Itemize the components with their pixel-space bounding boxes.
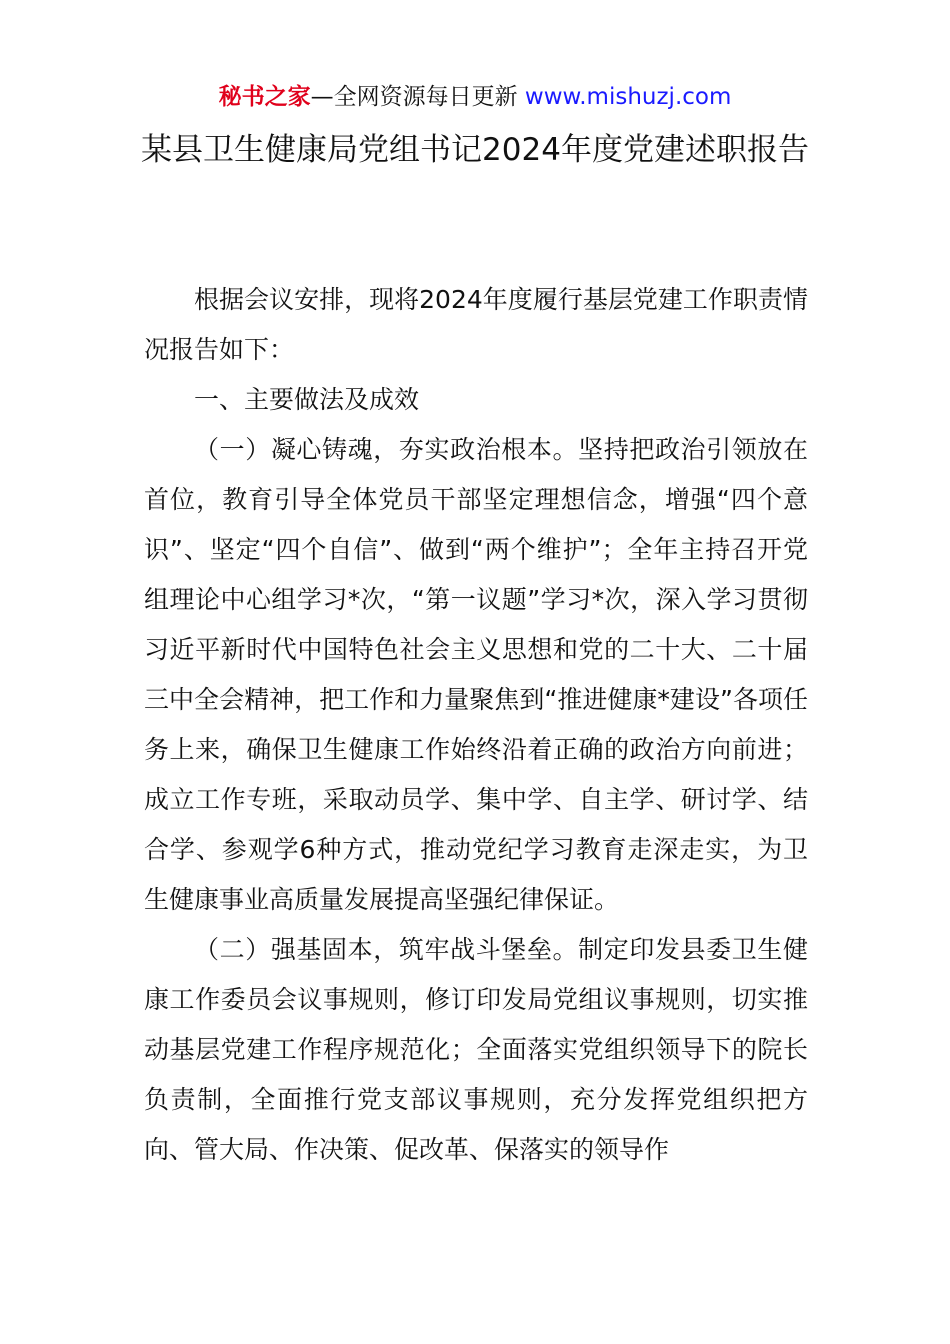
paragraph-section-1: （一）凝心铸魂，夯实政治根本。坚持把政治引领放在首位，教育引导全体党员干部坚定理想信念，增强“四个意识”、坚定“四个自信”、做到“两个维护”；全年主持召开党组理论中心组学习*次，“第一议题”学习*次，深入学习贯彻习近平新时代中国特色社会主义思想和党的二十大、二十届三中全会精神，把工作和力量聚焦到“推进健康*建设”各项任务上来，确保卫生健康工作始终沿着正确的政治方向前进；成立工作专班，采取动员学、集中学、自主学、研讨学、结合学、参观学6种方式，推动党纪学习教育走深走实，为卫生健康事业高质量发展提高坚强纪律保证。 [144, 435, 808, 914]
section-heading: 一、主要做法及成效 [194, 385, 420, 414]
document-title: 某县卫生健康局党组书记2024年度党建述职报告 [141, 132, 809, 168]
paragraph-intro: 根据会议安排，现将2024年度履行基层党建工作职责情况报告如下： [144, 285, 808, 364]
site-header [0, 80, 950, 114]
site-url-link[interactable]: www.mishuzj.com [524, 84, 732, 110]
paragraph-section-2: （二）强基固本，筑牢战斗堡垒。制定印发县委卫生健康工作委员会议事规则，修订印发局党组议事规则，切实推动基层党建工作程序规范化；全面落实党组织领导下的院长负责制，全面推行党支部议事规则，充分发挥党组织把方向、管大局、作决策、促改革、保落实的领导作 [144, 935, 808, 1164]
header-tagline: —全网资源每日更新 [310, 84, 518, 110]
document-body [144, 275, 808, 1175]
brand-name: 秘书之家 [218, 84, 311, 110]
